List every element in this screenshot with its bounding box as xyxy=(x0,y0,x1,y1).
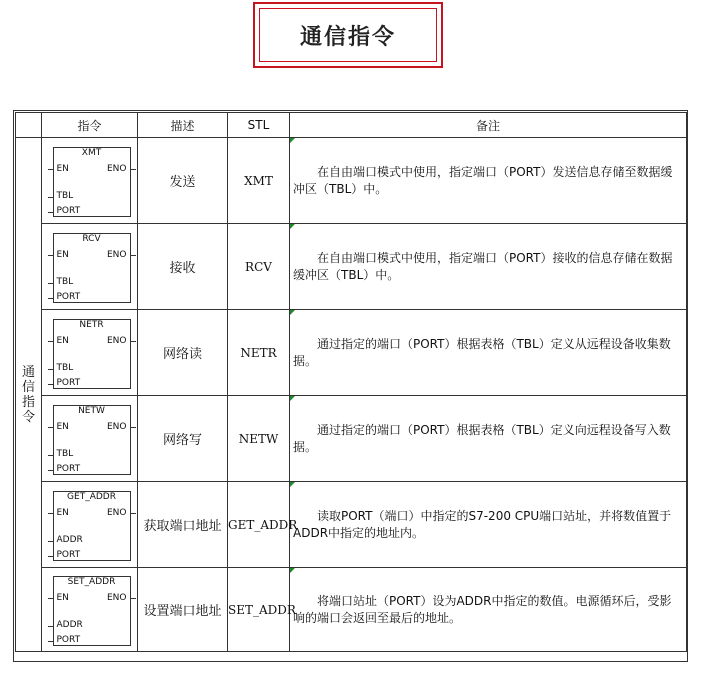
description-cell: 网络写 xyxy=(138,396,228,482)
port-pin-label: PORT xyxy=(56,463,81,474)
input-pin-label: TBL xyxy=(56,190,74,201)
remark-cell xyxy=(290,482,687,568)
remark-text: 读取PORT（端口）中指定的S7-200 CPU端口站址，并将数值置于ADDR中指定的地址内。 xyxy=(293,508,672,540)
block-name: NETR xyxy=(79,319,104,330)
port-lead-line xyxy=(48,298,53,299)
description-cell: 获取端口地址 xyxy=(138,482,228,568)
description-cell: 网络读 xyxy=(138,310,228,396)
category-header xyxy=(16,113,42,138)
remark-text: 在自由端口模式中使用，指定端口（PORT）发送信息存储至数据缓冲区（TBL）中。 xyxy=(293,164,673,196)
table-row xyxy=(16,224,687,310)
port-pin-label: PORT xyxy=(56,549,81,560)
en-lead-line xyxy=(48,255,53,256)
en-lead-line xyxy=(48,427,53,428)
stl-cell: NETW xyxy=(228,396,290,482)
instruction-block-cell xyxy=(42,138,138,224)
instruction-block-cell xyxy=(42,568,138,652)
input-pin-label: TBL xyxy=(56,448,74,459)
table-row xyxy=(16,396,687,482)
port-lead-line xyxy=(48,384,53,385)
remark-cell xyxy=(290,310,687,396)
function-box xyxy=(53,405,131,475)
port-pin-label: PORT xyxy=(56,291,81,302)
en-lead-line xyxy=(48,341,53,342)
input-pin-label: TBL xyxy=(56,276,74,287)
description-cell: 发送 xyxy=(138,138,228,224)
eno-lead-line xyxy=(131,513,136,514)
instruction-block-cell xyxy=(42,482,138,568)
en-lead-line xyxy=(48,169,53,170)
remark-cell xyxy=(290,224,687,310)
remark-text: 在自由端口模式中使用，指定端口（PORT）接收的信息存储在数据缓冲区（TBL）中。 xyxy=(293,250,673,282)
description-cell: 设置端口地址 xyxy=(138,568,228,652)
en-lead-line xyxy=(48,598,53,599)
port-pin-label: PORT xyxy=(56,205,81,216)
eno-pin-label: ENO xyxy=(106,335,127,346)
block-name: SET_ADDR xyxy=(67,576,116,587)
en-lead-line xyxy=(48,513,53,514)
eno-pin-label: ENO xyxy=(106,163,127,174)
block-name: RCV xyxy=(82,233,101,244)
port-pin-label: PORT xyxy=(56,377,81,388)
block-name: GET_ADDR xyxy=(67,491,116,502)
instruction-block-graphic xyxy=(48,229,132,305)
remark-text: 将端口站址（PORT）设为ADDR中指定的数值。电源循环后，受影响的端口会返回至最后的地址。 xyxy=(293,593,672,625)
title-frame xyxy=(253,2,443,68)
function-box xyxy=(53,491,131,561)
port-lead-line xyxy=(48,212,53,213)
en-pin-label: EN xyxy=(56,163,69,174)
instruction-block-graphic xyxy=(48,401,132,477)
input-lead-line xyxy=(48,455,53,456)
stl-cell: NETR xyxy=(228,310,290,396)
function-box xyxy=(53,147,131,217)
block-name: NETW xyxy=(78,405,105,416)
input-lead-line xyxy=(48,197,53,198)
stl-cell: GET_ADDR xyxy=(228,482,290,568)
remark-text: 通过指定的端口（PORT）根据表格（TBL）定义向远程设备写入数据。 xyxy=(293,422,671,454)
stl-cell: SET_ADDR xyxy=(228,568,290,652)
description-header: 描述 xyxy=(138,113,228,138)
input-lead-line xyxy=(48,626,53,627)
remark-header: 备注 xyxy=(290,113,687,138)
table-row xyxy=(16,138,687,224)
instruction-block-cell xyxy=(42,396,138,482)
block-name: XMT xyxy=(81,147,102,158)
instruction-block-graphic xyxy=(48,572,132,648)
input-pin-label: ADDR xyxy=(56,534,83,545)
instruction-block-cell xyxy=(42,224,138,310)
cell-marker-icon xyxy=(290,224,295,229)
eno-lead-line xyxy=(131,169,136,170)
input-lead-line xyxy=(48,369,53,370)
input-lead-line xyxy=(48,541,53,542)
table-row xyxy=(16,568,687,652)
en-pin-label: EN xyxy=(56,592,69,603)
en-pin-label: EN xyxy=(56,249,69,260)
eno-pin-label: ENO xyxy=(106,421,127,432)
eno-pin-label: ENO xyxy=(106,592,127,603)
input-pin-label: ADDR xyxy=(56,619,83,630)
cell-marker-icon xyxy=(290,310,295,315)
stl-cell: XMT xyxy=(228,138,290,224)
category-char: 信 xyxy=(21,379,35,395)
eno-lead-line xyxy=(131,255,136,256)
stl-header: STL xyxy=(228,113,290,138)
eno-pin-label: ENO xyxy=(106,249,127,260)
cell-marker-icon xyxy=(290,482,295,487)
cell-marker-icon xyxy=(290,396,295,401)
port-lead-line xyxy=(48,641,53,642)
category-char: 指 xyxy=(21,394,35,410)
input-pin-label: TBL xyxy=(56,362,74,373)
eno-pin-label: ENO xyxy=(106,507,127,518)
category-char: 通 xyxy=(21,364,35,380)
instruction-block-graphic xyxy=(48,315,132,391)
stl-cell: RCV xyxy=(228,224,290,310)
remark-cell xyxy=(290,396,687,482)
cell-marker-icon xyxy=(290,568,295,573)
instruction-header: 指令 xyxy=(42,113,138,138)
input-lead-line xyxy=(48,283,53,284)
en-pin-label: EN xyxy=(56,507,69,518)
eno-lead-line xyxy=(131,598,136,599)
table-row xyxy=(16,482,687,568)
en-pin-label: EN xyxy=(56,335,69,346)
cell-marker-icon xyxy=(290,138,295,143)
function-box xyxy=(53,233,131,303)
instruction-block-cell xyxy=(42,310,138,396)
function-box xyxy=(53,319,131,389)
port-lead-line xyxy=(48,556,53,557)
table-row xyxy=(16,310,687,396)
remark-text: 通过指定的端口（PORT）根据表格（TBL）定义从远程设备收集数据。 xyxy=(293,336,671,368)
page-title: 通信指令 xyxy=(299,24,396,50)
eno-lead-line xyxy=(131,427,136,428)
category-char: 令 xyxy=(21,409,35,425)
category-cell xyxy=(16,138,42,652)
remark-cell xyxy=(290,138,687,224)
en-pin-label: EN xyxy=(56,421,69,432)
function-box xyxy=(53,576,131,646)
description-cell: 接收 xyxy=(138,224,228,310)
eno-lead-line xyxy=(131,341,136,342)
instruction-table xyxy=(15,112,687,652)
instruction-block-graphic xyxy=(48,487,132,563)
instruction-block-graphic xyxy=(48,143,132,219)
remark-cell xyxy=(290,568,687,652)
title-inner-frame xyxy=(259,8,437,62)
port-pin-label: PORT xyxy=(56,634,81,645)
port-lead-line xyxy=(48,470,53,471)
table-header-row xyxy=(16,113,687,138)
